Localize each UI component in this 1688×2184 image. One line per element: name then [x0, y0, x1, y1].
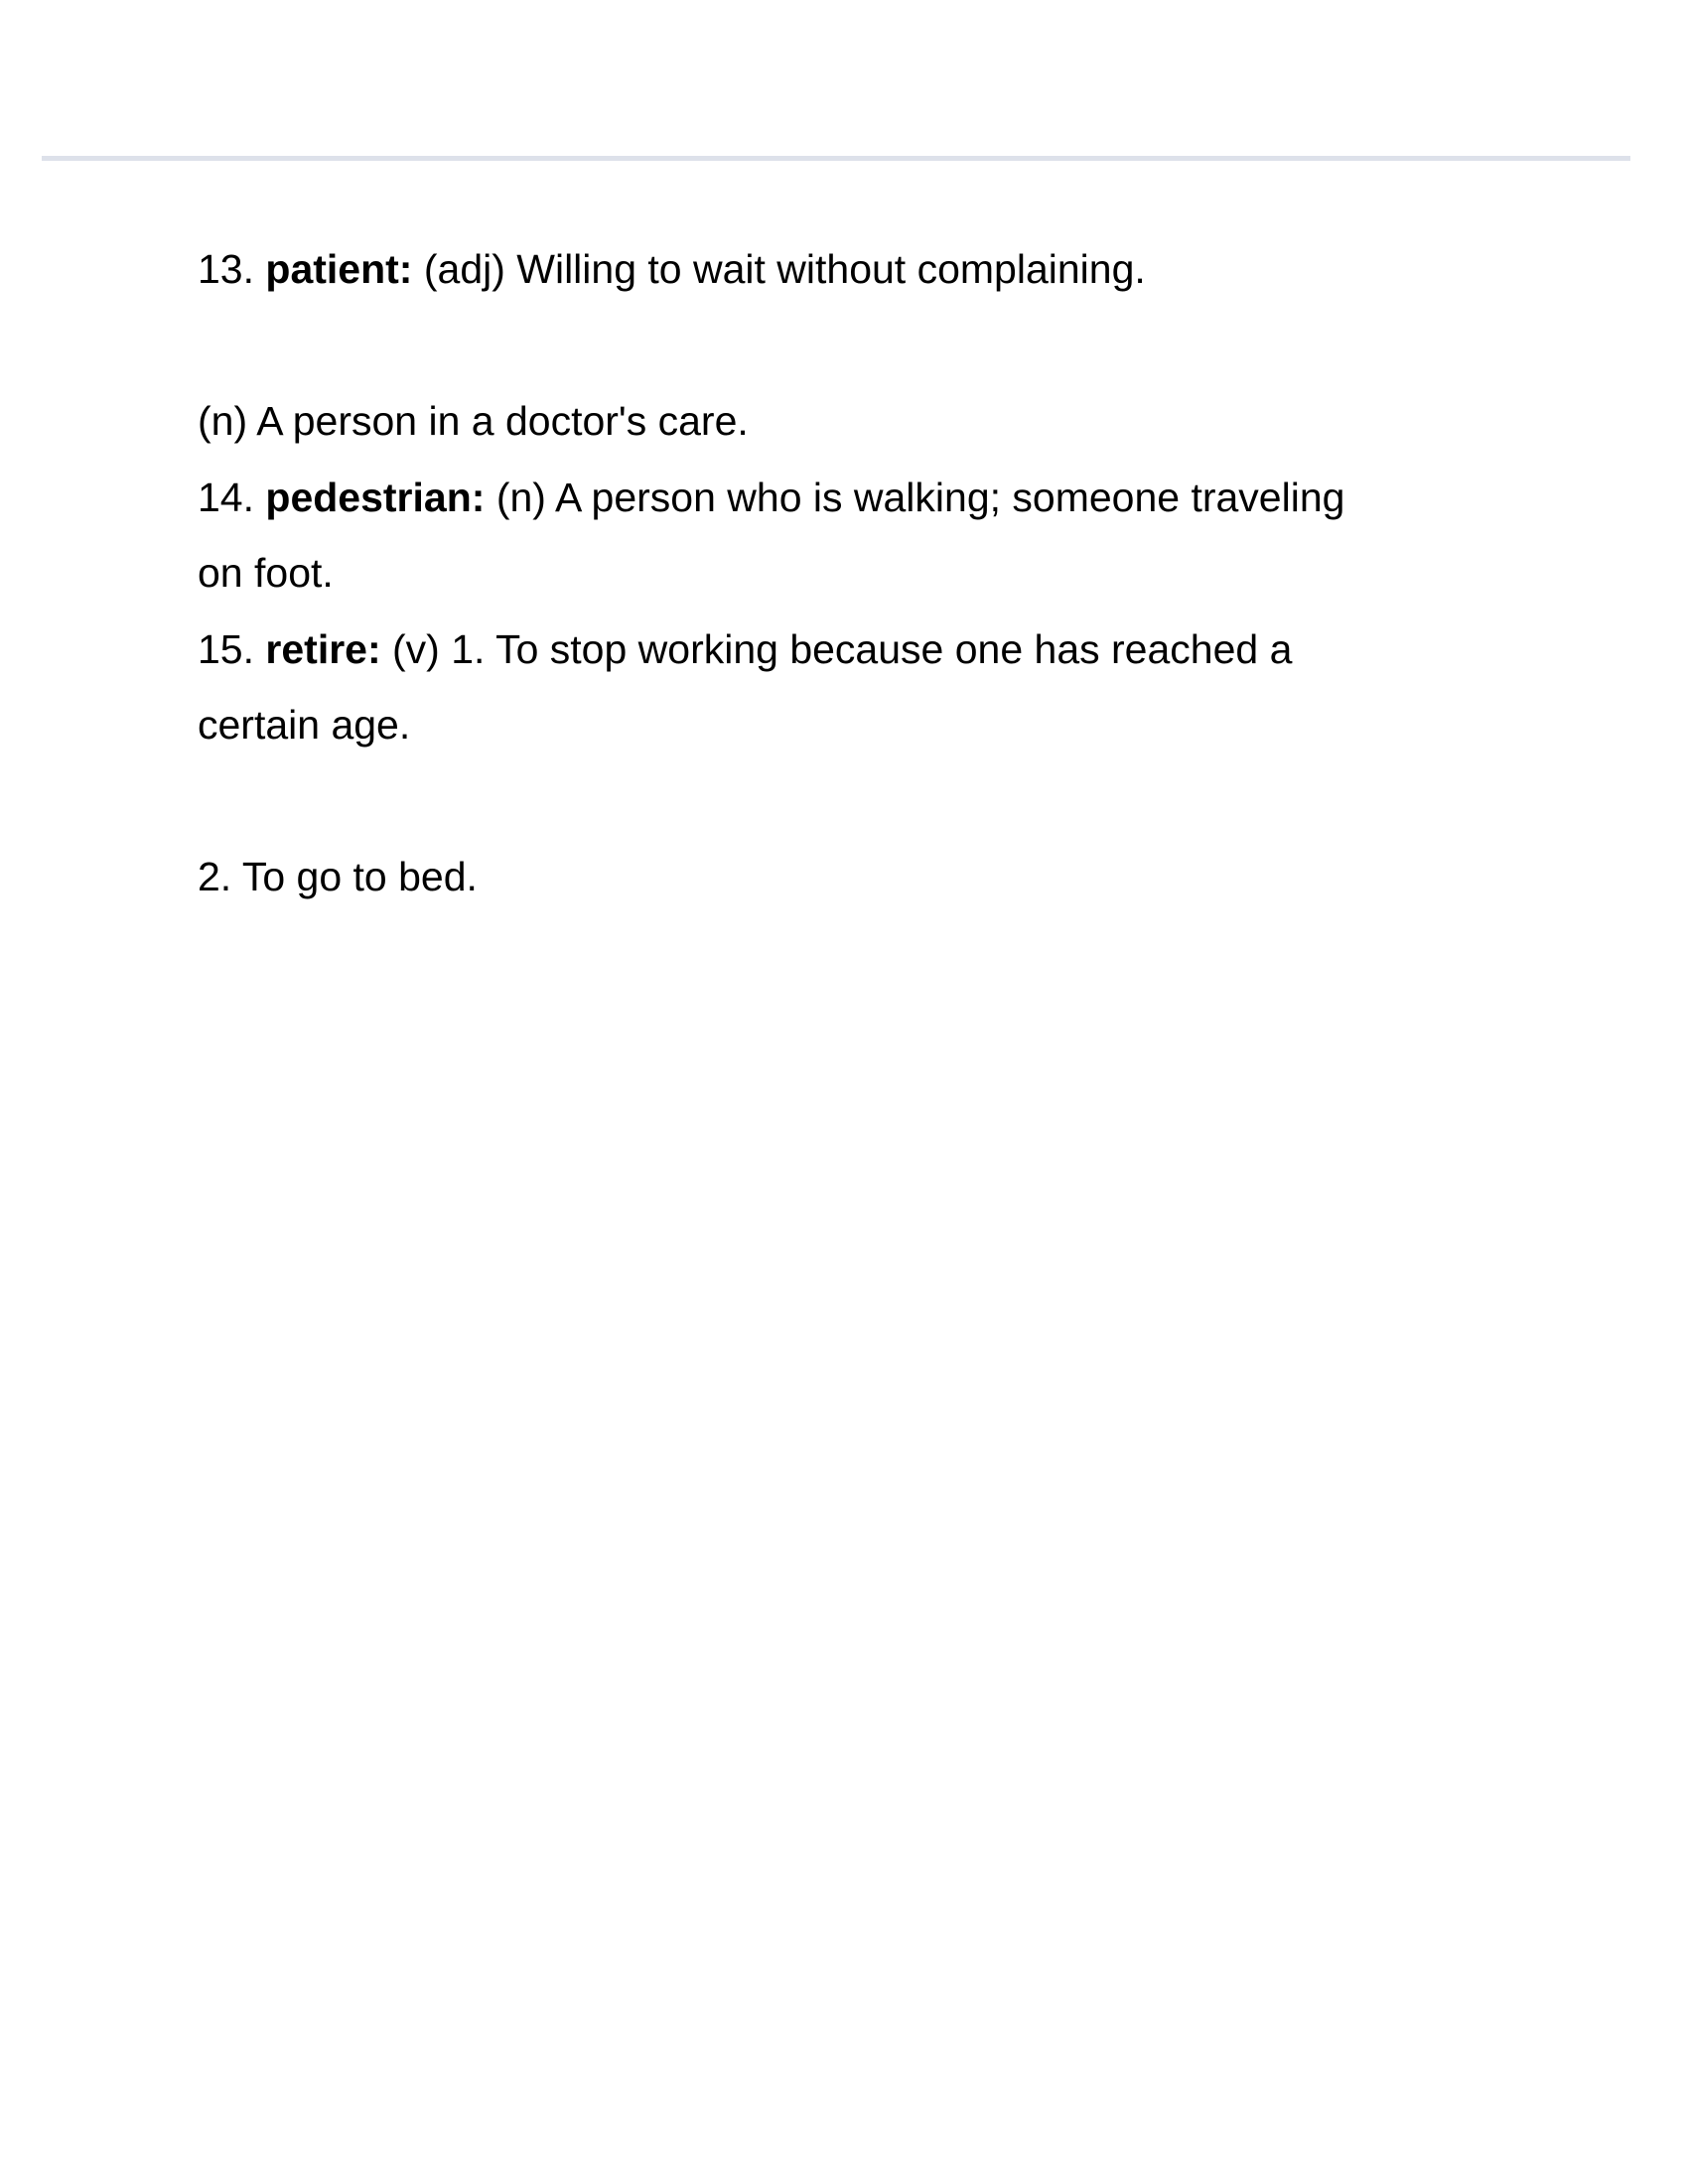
entry-term: pedestrian:	[265, 474, 486, 520]
entry-definition: certain age.	[198, 702, 411, 748]
vocabulary-list	[198, 231, 1344, 915]
entry-number: 13.	[198, 246, 254, 292]
entry-retire	[198, 612, 1344, 915]
entry-definition: on foot.	[198, 550, 334, 596]
entry-definition: (n) A person who is walking; someone traveling	[495, 474, 1345, 520]
entry-definition: (n) A person in a doctor's care.	[198, 398, 749, 444]
entry-number: 14.	[198, 474, 254, 520]
entry-pedestrian	[198, 460, 1344, 612]
header-divider	[42, 156, 1630, 161]
entry-definition: (adj) Willing to wait without complaining.	[423, 246, 1146, 292]
entry-definition: 2. To go to bed.	[198, 854, 478, 899]
entry-patient	[198, 231, 1344, 460]
entry-term: retire:	[265, 625, 381, 672]
entry-definition: (v) 1. To stop working because one has reached a	[392, 625, 1293, 672]
entry-number: 15.	[198, 625, 254, 672]
entry-term: patient:	[265, 246, 413, 292]
